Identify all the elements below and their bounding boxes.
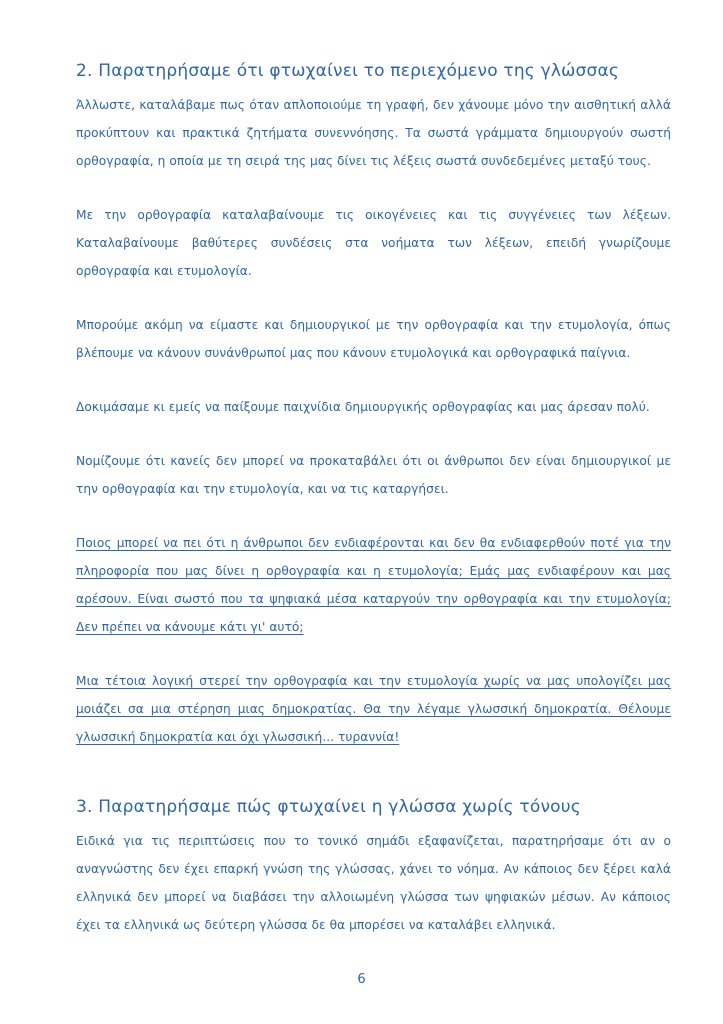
underlined-paragraph: Ποιος μπορεί να πει ότι η άνθρωποι δεν ενδιαφέρονται και δεν θα ενδιαφερθούν ποτέ για την πληροφορία που μας δίνει η ορθογραφία και η ετυμολογία; Εμάς μας ενδιαφέρουν και μας αρέσουν. Είναι σωστό που τα ψηφιακά μέσα καταργούν την ορθογραφία και την ετυμολογία; Δεν πρέπει να κάνουμε κάτι γι' αυτό; bbox=[76, 536, 671, 634]
section-2 bbox=[76, 60, 671, 751]
section-3 bbox=[76, 796, 671, 939]
paragraph: Άλλωστε, καταλάβαμε πως όταν απλοποιούμε τη γραφή, δεν χάνουμε μόνο την αισθητική αλλά προκύπτουν και πρακτικά ζητήματα συνεννόησης. Τα σωστά γράμματα δημιουργούν σωστή ορθογραφία, η οποία με τη σειρά της μας δίνει τις λέξεις σωστά συνδεδεμένες μεταξύ τους. bbox=[76, 98, 671, 168]
section-heading: 3. Παρατηρήσαμε πώς φτωχαίνει η γλώσσα χωρίς τόνους bbox=[76, 797, 581, 817]
paragraph: Ειδικά για τις περιπτώσεις που το τονικό σημάδι εξαφανίζεται, παρατηρήσαμε ότι αν ο αναγνώστης δεν έχει επαρκή γνώση της γλώσσας, χάνει το νόημα. Αν κάποιος δεν ξέρει καλά ελληνικά δεν μπορεί να διαβάσει την αλλοιωμένη γλώσσα των ψηφιακών μέσων. Αν κάποιος έχει τα ελληνικά ως δεύτερη γλώσσα δε θα μπορέσει να καταλάβει ελληνικά. bbox=[76, 834, 671, 932]
section-heading: 2. Παρατηρήσαμε ότι φτωχαίνει το περιεχόμενο της γλώσσας bbox=[76, 61, 620, 81]
underlined-paragraph: Μια τέτοια λογική στερεί την ορθογραφία και την ετυμολογία χωρίς να μας υπολογίζει μας μοιάζει σα μια στέρηση μιας δημοκρατίας. Θα την λέγαμε γλωσσική δημοκρατία. Θέλουμε γλωσσική δημοκρατία και όχι γλωσσική... τυραννία! bbox=[76, 674, 671, 744]
paragraph: Με την ορθογραφία καταλαβαίνουμε τις οικογένειες και τις συγγένειες των λέξεων. Καταλαβαίνουμε βαθύτερες συνδέσεις στα νοήματα των λέξεων, επειδή γνωρίζουμε ορθογραφία και ετυμολογία. bbox=[76, 208, 671, 278]
paragraph: Δοκιμάσαμε κι εμείς να παίξουμε παιχνίδια δημιουργικής ορθογραφίας και μας άρεσαν πολύ. bbox=[76, 400, 650, 414]
paragraph: Νομίζουμε ότι κανείς δεν μπορεί να προκαταβάλει ότι οι άνθρωποι δεν είναι δημιουργικοί με την ορθογραφία και την ετυμολογία, και να τις καταργήσει. bbox=[76, 454, 671, 496]
page-number: 6 bbox=[357, 972, 366, 987]
paragraph: Μπορούμε ακόμη να είμαστε και δημιουργικοί με την ορθογραφία και την ετυμολογία, όπως βλέπουμε να κάνουν συνάνθρωποί μας που κάνουν ετυμολογικά και ορθογραφικά παίγνια. bbox=[76, 318, 671, 360]
